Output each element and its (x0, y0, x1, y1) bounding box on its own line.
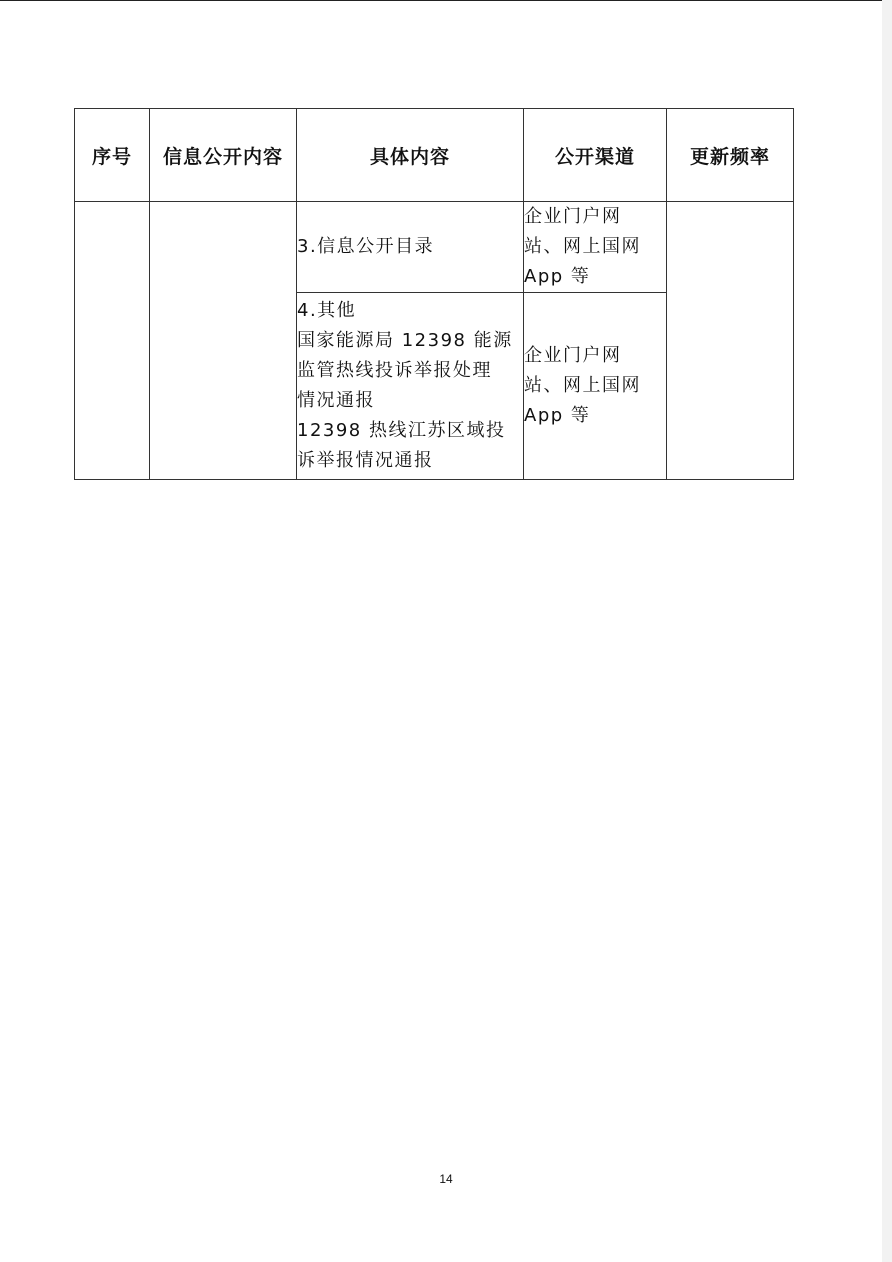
channel-line: 站、网上国网 (524, 236, 641, 257)
cell-info-content (150, 202, 297, 480)
table-header-row (75, 109, 794, 202)
channel-line: 站、网上国网 (524, 375, 641, 396)
specific-content-line: 监管热线投诉举报处理 (297, 360, 492, 381)
table-row (75, 202, 794, 293)
cell-index (75, 202, 150, 480)
cell-specific-content-4 (297, 293, 524, 480)
page-number: 14 (439, 1172, 453, 1186)
top-border-rule (0, 0, 892, 1)
specific-content-line: 国家能源局 12398 能源 (297, 330, 513, 351)
header-specific-content: 具体内容 (297, 109, 524, 202)
disclosure-table (74, 108, 794, 480)
header-frequency: 更新频率 (667, 109, 794, 202)
specific-content-line: 诉举报情况通报 (297, 450, 434, 471)
header-index: 序号 (75, 109, 150, 202)
header-channel: 公开渠道 (524, 109, 667, 202)
specific-content-line: 情况通报 (297, 390, 375, 411)
channel-line: 企业门户网 (524, 345, 622, 366)
specific-content-line: 3.信息公开目录 (297, 236, 435, 257)
specific-content-line: 12398 热线江苏区域投 (297, 420, 506, 441)
specific-content-line: 4.其他 (297, 300, 357, 321)
cell-channel-4 (524, 293, 667, 480)
header-info-content: 信息公开内容 (150, 109, 297, 202)
cell-specific-content-3 (297, 202, 524, 293)
channel-line: 企业门户网 (524, 206, 622, 227)
cell-frequency (667, 202, 794, 480)
page-edge-shade (882, 0, 892, 1262)
cell-channel-3 (524, 202, 667, 293)
channel-line: App 等 (524, 405, 591, 426)
channel-line: App 等 (524, 266, 591, 287)
